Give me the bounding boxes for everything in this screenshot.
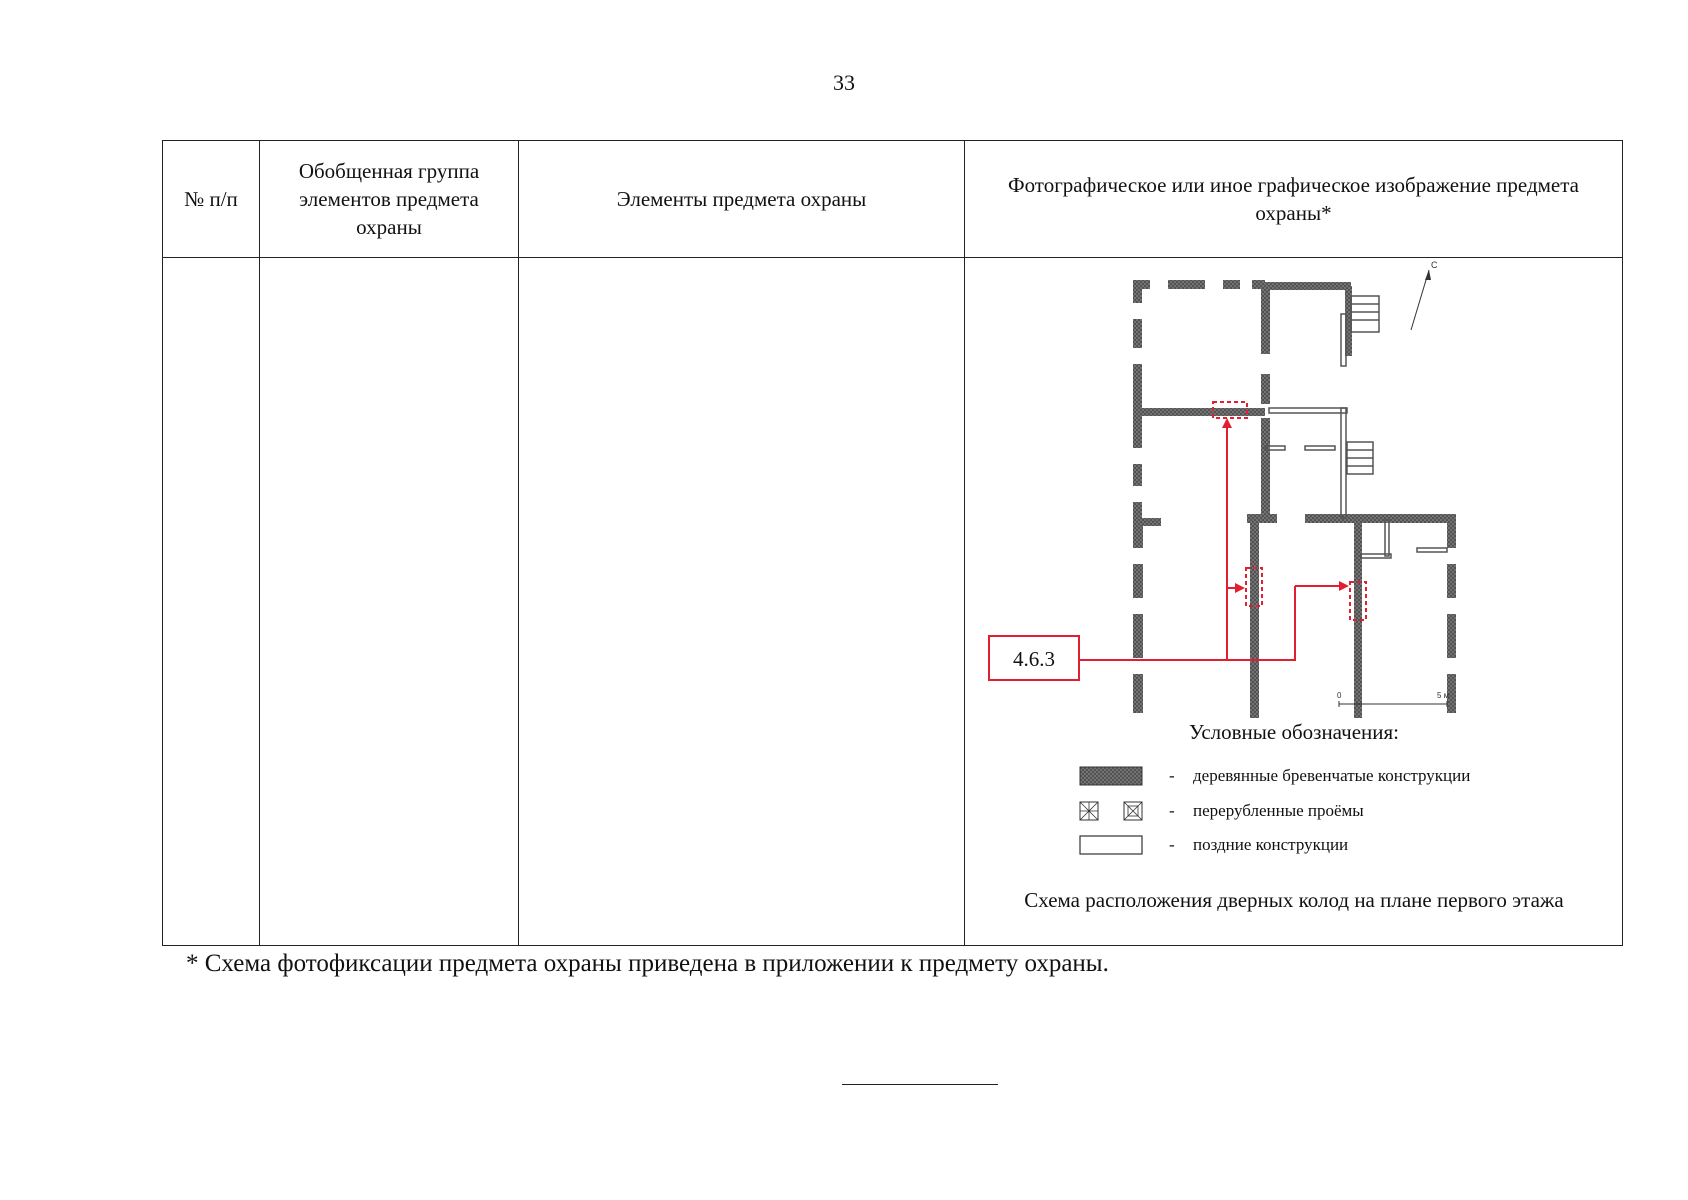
floor-plan-drawing — [965, 258, 1623, 718]
crosshatch-swatch-icon — [1079, 766, 1143, 786]
callout-label: 4.6.3 — [1013, 647, 1055, 671]
scale-end: 5 м — [1437, 691, 1450, 700]
empty-rectangle-swatch-icon — [1079, 835, 1143, 855]
door-frames-highlight — [1080, 402, 1366, 660]
figure-caption: Схема расположения дверных колод на плане первого этажа — [1024, 888, 1564, 912]
legend-dash: - — [1169, 801, 1175, 820]
page-number: 33 — [833, 70, 855, 95]
table-header-row — [163, 141, 1623, 258]
legend-dash: - — [1169, 766, 1175, 785]
protection-table — [162, 140, 1623, 946]
cut-opening-swatch-icon — [1079, 801, 1143, 821]
table-row — [163, 258, 1623, 946]
legend-dash: - — [1169, 835, 1175, 854]
header-group: Обобщенная группа элементов предмета охраны — [260, 141, 519, 258]
header-elements: Элементы предмета охраны — [519, 141, 965, 258]
footnote: * Схема фотофиксации предмета охраны приведена в приложении к предмету охраны. — [186, 950, 1109, 977]
cell-photo — [965, 258, 1623, 946]
north-arrow — [1411, 260, 1438, 330]
legend-label: деревянные бревенчатые конструкции — [1193, 766, 1471, 785]
cell-num — [163, 258, 260, 946]
cell-elements — [519, 258, 965, 946]
legend-title: Условные обозначения: — [1188, 720, 1400, 744]
floor-plan-figure — [965, 258, 1623, 946]
header-photo: Фотографическое или иное графическое изображение предмета охраны* — [965, 141, 1623, 258]
header-num: № п/п — [163, 141, 260, 258]
scale-bar — [1337, 691, 1449, 707]
arrow-heads — [1222, 418, 1349, 593]
legend-label: перерубленные проёмы — [1193, 801, 1364, 820]
legend-label: поздние конструкции — [1193, 835, 1349, 854]
north-label: С — [1431, 260, 1438, 270]
cell-group — [260, 258, 519, 946]
end-divider-line — [842, 1084, 998, 1085]
callout-box — [989, 636, 1079, 680]
scale-start: 0 — [1337, 691, 1342, 700]
